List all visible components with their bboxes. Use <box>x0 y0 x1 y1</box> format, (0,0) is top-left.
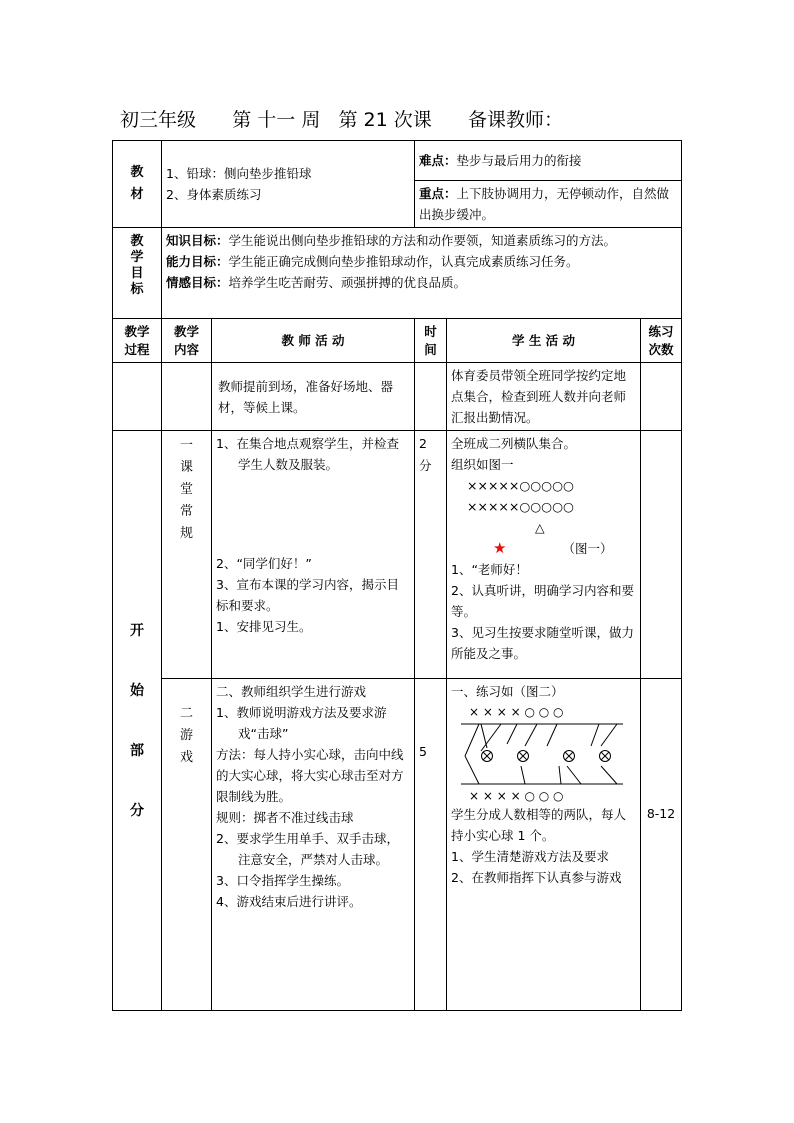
week-text: 第 十一 周 <box>232 109 321 131</box>
arrow <box>465 724 479 756</box>
teacher-triangle-icon: △ <box>535 520 545 535</box>
lesson-text: 第 21 次课 <box>338 109 432 131</box>
formation-row-1: ×××××○○○○○ <box>467 478 574 493</box>
key-point-cell <box>415 181 682 228</box>
difficulty-label: 难点： <box>419 153 457 168</box>
difficulty-text: 垫步与最后用力的衔接 <box>456 153 582 168</box>
routine-content: 一 课 堂 常 规 <box>162 431 212 679</box>
emotion-label: 情感目标： <box>166 275 229 290</box>
materials-items <box>162 141 415 228</box>
routine-student: 全班成二列横队集合。 组织如图一 ×××××○○○○○ ×××××○○○○○ △ ★ （图一） 1、“老师好！ 2、认真听讲，明确学习内容和要等。 3、见习生按要求随堂听课，做力所能及之事。 <box>447 431 641 679</box>
col-teacher: 教 师 活 动 <box>212 319 415 363</box>
pre-teacher: 教师提前到场，准备好场地、器材，等候上课。 <box>212 363 415 431</box>
col-content: 教学 内容 <box>162 319 212 363</box>
key-text: 上下肢协调用力，无停顿动作，自然做出换步缓冲。 <box>419 186 670 222</box>
lesson-plan-table <box>112 140 682 1011</box>
knowledge-label: 知识目标： <box>166 233 229 248</box>
game-practice: 8-12 <box>641 679 682 1011</box>
game-field-diagram <box>451 704 631 804</box>
pre-student: 体育委员带领全班同学按约定地点集合，检查到班人数并向老师汇报出勤情况。 <box>447 363 641 431</box>
game-teacher: 二、教师组织学生进行游戏 1、教师说明游戏方法及要求游戏“击球” 方法：每人持小实心球，击向中线的大实心球，将大实心球击至对方限制线为胜。 规则：掷者不准过线击球 2、要求学生用单手、双手击球，注意安全，严禁对人击球。 3、口令指挥学生操练。 4、游戏结束后进行讲评。 <box>212 679 415 1011</box>
goals-label: 教 学 目 标 <box>113 228 162 319</box>
col-student: 学 生 活 动 <box>447 319 641 363</box>
page-title <box>120 105 563 132</box>
routine-teacher: 1、在集合地点观察学生，并检查学生人数及服装。 2、“同学们好！” 3、宣布本课的学习内容，揭示目标和要求。 1、安排见习生。 <box>212 431 415 679</box>
game-content: 二 游 戏 <box>162 679 212 1011</box>
figure-1-caption: （图一） <box>562 541 613 556</box>
col-practice: 练习 次数 <box>641 319 682 363</box>
grade-text: 初三年级 <box>120 109 197 131</box>
game-student: 一、练习如（图二） × × × × ○ ○ ○ × × × × ○ ○ ○ 学生分成人数相等的两队，每人持小实心球 1 个。 1、学生清楚游戏方法及要求 2、在教师指挥下认真参与游戏 <box>447 679 641 1011</box>
teacher-label: 备课教师： <box>468 109 564 131</box>
ability-label: 能力目标： <box>166 254 229 269</box>
col-process: 教学 过程 <box>113 319 162 363</box>
difficulty-cell <box>415 141 682 181</box>
knowledge-text: 学生能说出侧向垫步推铅球的方法和动作要领，知道素质练习的方法。 <box>228 233 617 248</box>
top-team-row: × × × × ○ ○ ○ <box>469 705 564 719</box>
materials-label: 教 材 <box>113 141 162 228</box>
material-item-2: 2、身体素质练习 <box>166 187 262 202</box>
col-time: 时 间 <box>415 319 447 363</box>
bottom-team-row: × × × × ○ ○ ○ <box>469 789 564 803</box>
routine-time: 2 分 <box>415 431 447 679</box>
emotion-text: 培养学生吃苦耐劳、顽强拼搏的优良品质。 <box>228 275 467 290</box>
formation-row-2: ×××××○○○○○ <box>467 499 574 514</box>
section-start-label: 开 始 部 分 <box>113 431 162 1011</box>
ball-icon <box>482 751 611 762</box>
material-item-1: 1、铅球：侧向垫步推铅球 <box>166 166 312 181</box>
ability-text: 学生能正确完成侧向垫步推铅球动作，认真完成素质练习任务。 <box>228 254 579 269</box>
star-icon: ★ <box>493 539 507 557</box>
game-time: 5 <box>415 679 447 1011</box>
goals-cell <box>162 228 682 319</box>
key-label: 重点： <box>419 186 457 201</box>
